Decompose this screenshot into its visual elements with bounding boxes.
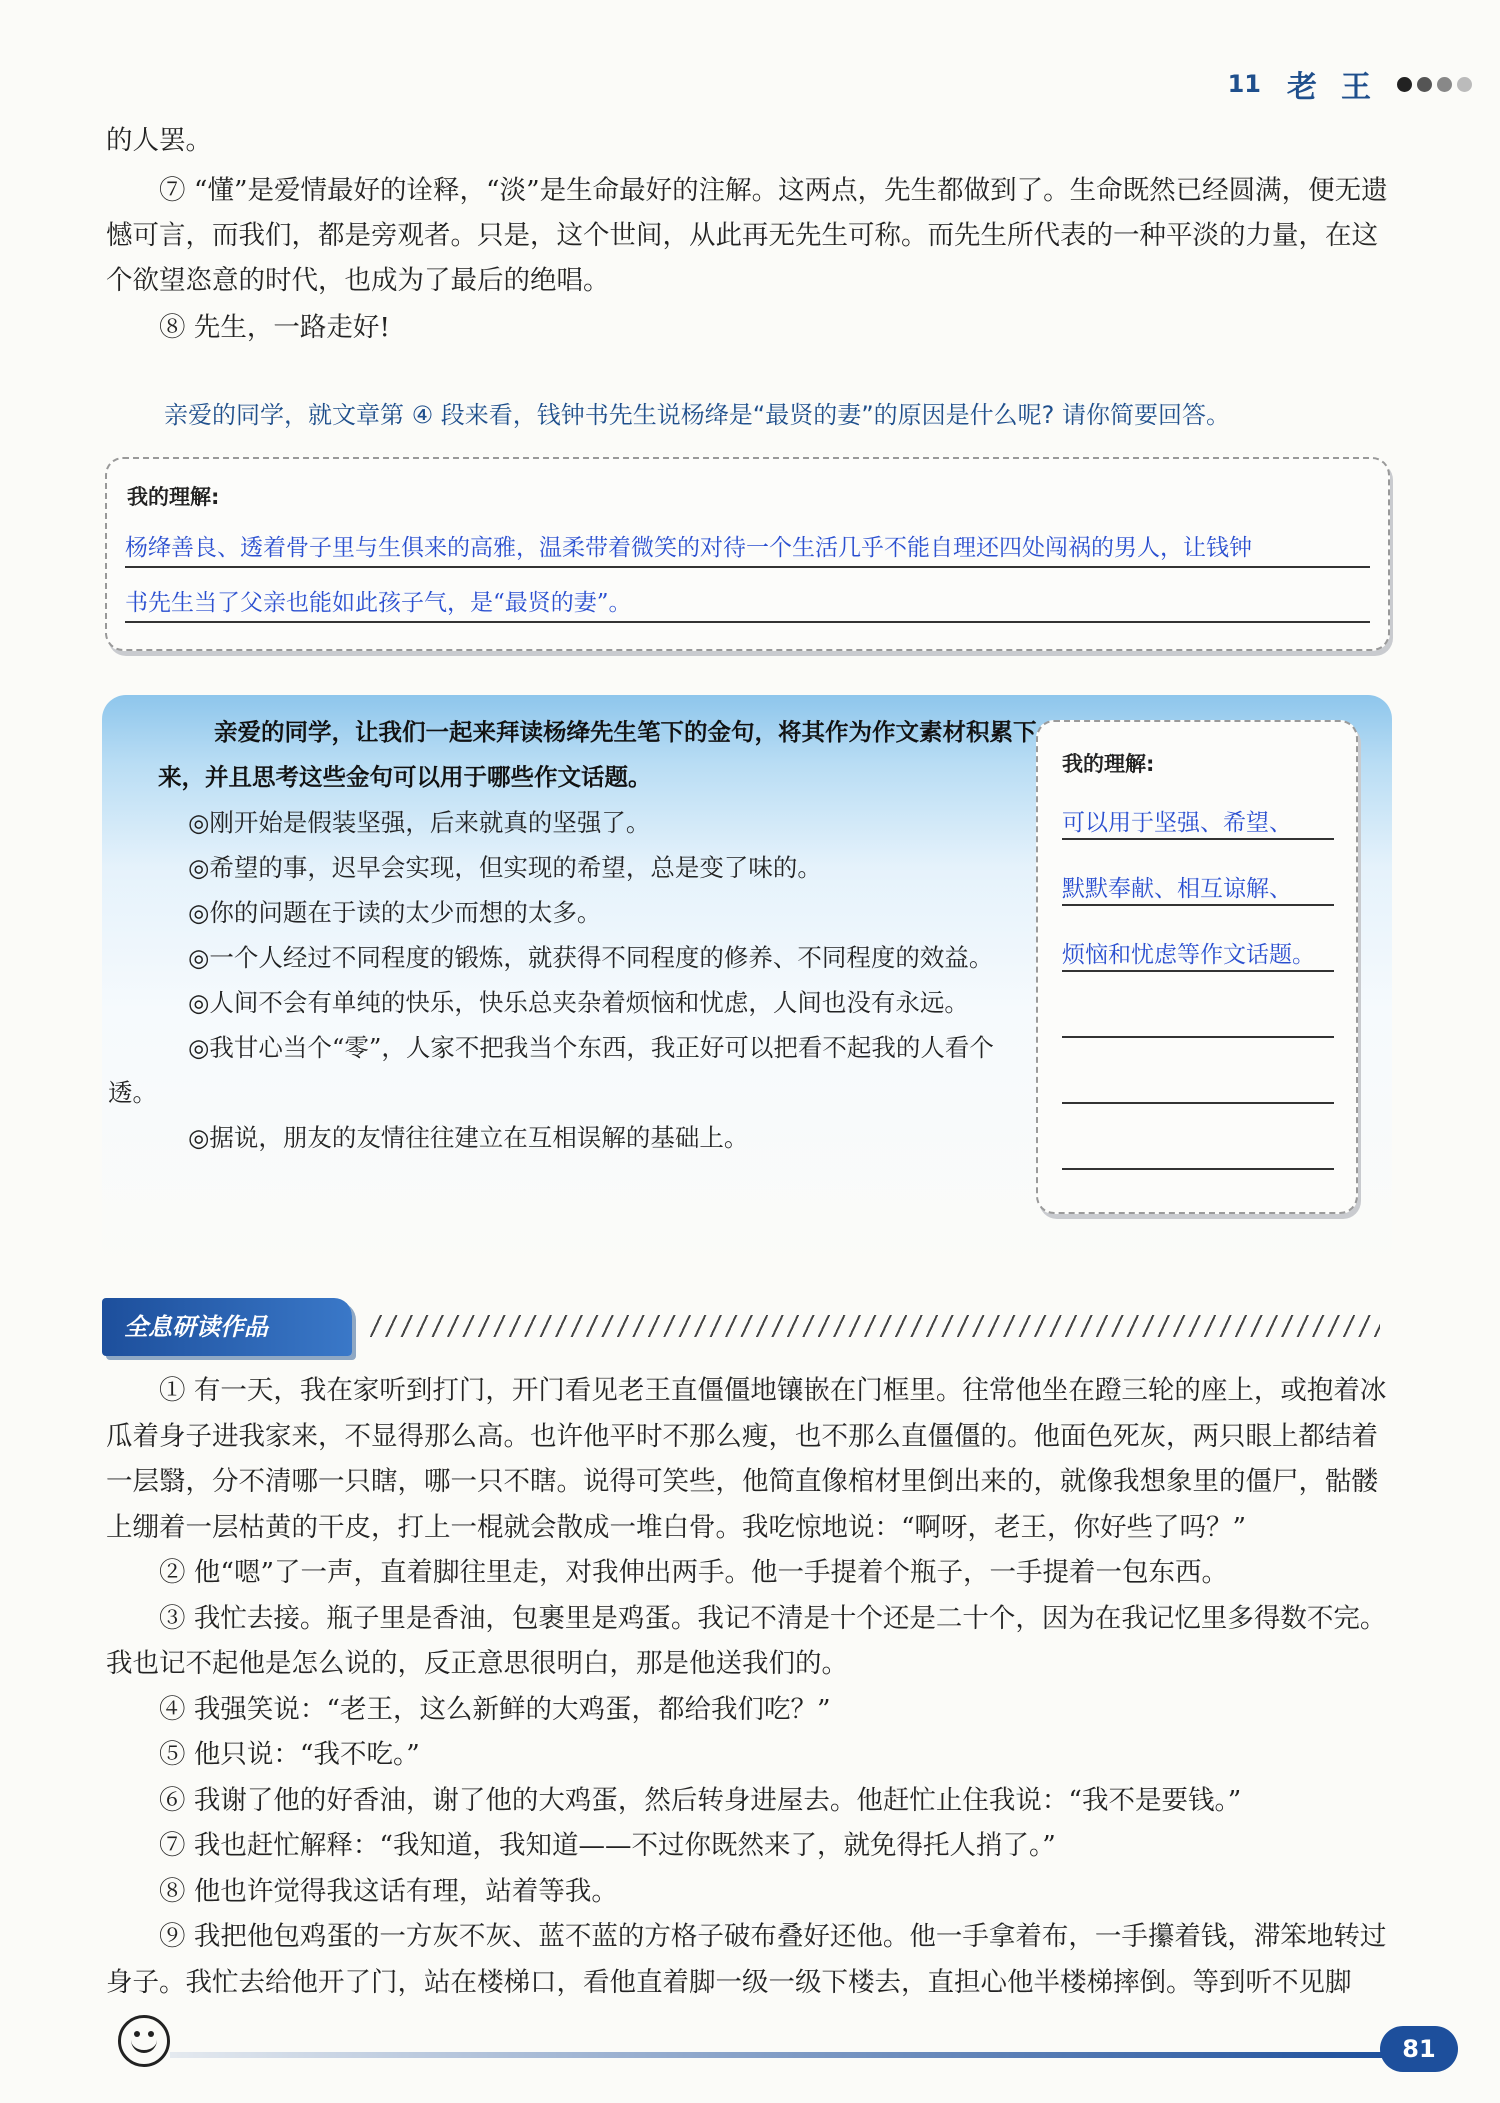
side-answer-line-5[interactable] <box>1062 1068 1334 1104</box>
reading-body <box>106 1368 1396 2005</box>
article-paragraph-7: ⑦ “懂”是爱情最好的诠释，“淡”是生命最好的注解。这两点，先生都做到了。生命既然已经圆满，便无遗憾可言，而我们，都是旁观者。只是，这个世间，从此再无先生可称。而先生所代表的一种平淡的力量，在这个欲望恣意的时代，也成为了最后的绝唱。 <box>106 175 1388 296</box>
reading-paragraph: ② 他“嗯”了一声，直着脚往里走，对我伸出两手。他一手提着个瓶子，一手提着一包东西。 <box>159 1557 1229 1588</box>
quote-item: ◎人间不会有单纯的快乐，快乐总夹杂着烦恼和忧虑，人间也没有永远。 <box>188 988 969 1017</box>
answer-line-2[interactable]: 书先生当了父亲也能如此孩子气，是“最贤的妻”。 <box>125 584 1370 623</box>
answer-line-1[interactable]: 杨绛善良、透着骨子里与生俱来的高雅，温柔带着微笑的对待一个生活几乎不能自理还四处闯祸的男人，让钱钟 <box>125 529 1370 568</box>
quotes-panel <box>102 695 1392 1270</box>
quote-list <box>108 800 996 1160</box>
side-answer-line-2[interactable]: 默默奉献、相互谅解、 <box>1062 870 1334 906</box>
footer-bar <box>170 2052 1390 2058</box>
answer-label: 我的理解: <box>1062 752 1155 776</box>
article-tail-line: 的人罢。 <box>106 125 212 156</box>
dot-icon <box>1397 77 1412 92</box>
decorative-dots <box>1397 77 1472 92</box>
reading-paragraph: ⑧ 他也许觉得我这话有理，站着等我。 <box>159 1875 618 1907</box>
dot-icon <box>1417 77 1432 92</box>
reading-paragraph: ⑦ 我也赶忙解释：“我知道，我知道——不过你既然来了，就免得托人捎了。” <box>159 1830 1056 1861</box>
article-paragraph-8: ⑧ 先生，一路走好! <box>159 312 391 343</box>
side-answer-line-4[interactable] <box>1062 1002 1334 1038</box>
quote-item: ◎你的问题在于读的太少而想的太多。 <box>188 898 602 927</box>
section-title-badge <box>102 1298 352 1356</box>
quote-item: ◎据说，朋友的友情往往建立在互相误解的基础上。 <box>188 1123 749 1152</box>
section-divider-hatch <box>370 1315 1380 1337</box>
dot-icon <box>1457 77 1472 92</box>
reading-paragraph: ⑥ 我谢了他的好香油，谢了他的大鸡蛋，然后转身进屋去。他赶忙止住我说：“我不是要钱。” <box>159 1784 1242 1816</box>
quote-item: ◎一个人经过不同程度的锻炼，就获得不同程度的修养、不同程度的效益。 <box>188 943 994 972</box>
reading-paragraph: ① 有一天，我在家听到打门，开门看见老王直僵僵地镶嵌在门框里。往常他坐在蹬三轮的座上，或抱着冰瓜着身子进我家来，不显得那么高。也许他平时不那么瘦，也不那么直僵僵的。他面色死灰，两只眼上都结着一层翳，分不清哪一只瞎，哪一只不瞎。说得可笑些，他简直像棺材里倒出来的，就像我想象里的僵尸，骷髅上绷着一层枯黄的干皮，打上一棍就会散成一堆白骨。我吃惊地说：“啊呀，老王，你好些了吗？” <box>106 1375 1387 1543</box>
side-answer-line-3[interactable]: 烦恼和忧虑等作文话题。 <box>1062 936 1334 972</box>
question-2-intro: 亲爱的同学，让我们一起来拜读杨绛先生笔下的金句，将其作为作文素材积累下来，并且思考这些金句可以用于哪些作文话题。 <box>158 718 1037 791</box>
quote-item: ◎刚开始是假装坚强，后来就真的坚强了。 <box>188 808 651 837</box>
reading-paragraph: ⑨ 我把他包鸡蛋的一方灰不灰、蓝不蓝的方格子破布叠好还他。他一手拿着布，一手攥着钱，滞笨地转过身子。我忙去给他开了门，站在楼梯口，看他直着脚一级一级下楼去，直担心他半楼梯摔倒。等到听不见脚 <box>106 1921 1387 1998</box>
side-answer-line-1[interactable]: 可以用于坚强、希望、 <box>1062 804 1334 840</box>
question-2-answer-box <box>1036 720 1358 1214</box>
lesson-number: 11 <box>1227 70 1261 98</box>
reading-paragraph: ④ 我强笑说：“老王，这么新鲜的大鸡蛋，都给我们吃？” <box>159 1693 831 1725</box>
reading-paragraph: ③ 我忙去接。瓶子里是香油，包裹里是鸡蛋。我记不清是十个还是二十个，因为在我记忆里多得数不完。我也记不起他是怎么说的，反正意思很明白，那是他送我们的。 <box>106 1602 1387 1679</box>
quote-item: ◎我甘心当个“零”，人家不把我当个东西，我正好可以把看不起我的人看个透。 <box>108 1033 994 1107</box>
section-title: 全息研读作品 <box>124 1313 268 1341</box>
question-1-answer-box <box>105 457 1390 651</box>
answer-label: 我的理解: <box>127 485 220 509</box>
page-header <box>1228 62 1472 106</box>
question-1-prompt: 亲爱的同学，就文章第 ④ 段来看，钱钟书先生说杨绛是“最贤的妻”的原因是什么呢? 请你简要回答。 <box>164 401 1231 429</box>
dot-icon <box>1437 77 1452 92</box>
quote-item: ◎希望的事，迟早会实现，但实现的希望，总是变了味的。 <box>188 853 822 882</box>
lesson-title: 老王 <box>1287 70 1395 105</box>
page-number: 81 <box>1380 2026 1458 2072</box>
reading-paragraph: ⑤ 他只说：“我不吃。” <box>159 1739 420 1770</box>
side-answer-line-6[interactable] <box>1062 1134 1334 1170</box>
smiley-icon <box>118 2015 170 2067</box>
